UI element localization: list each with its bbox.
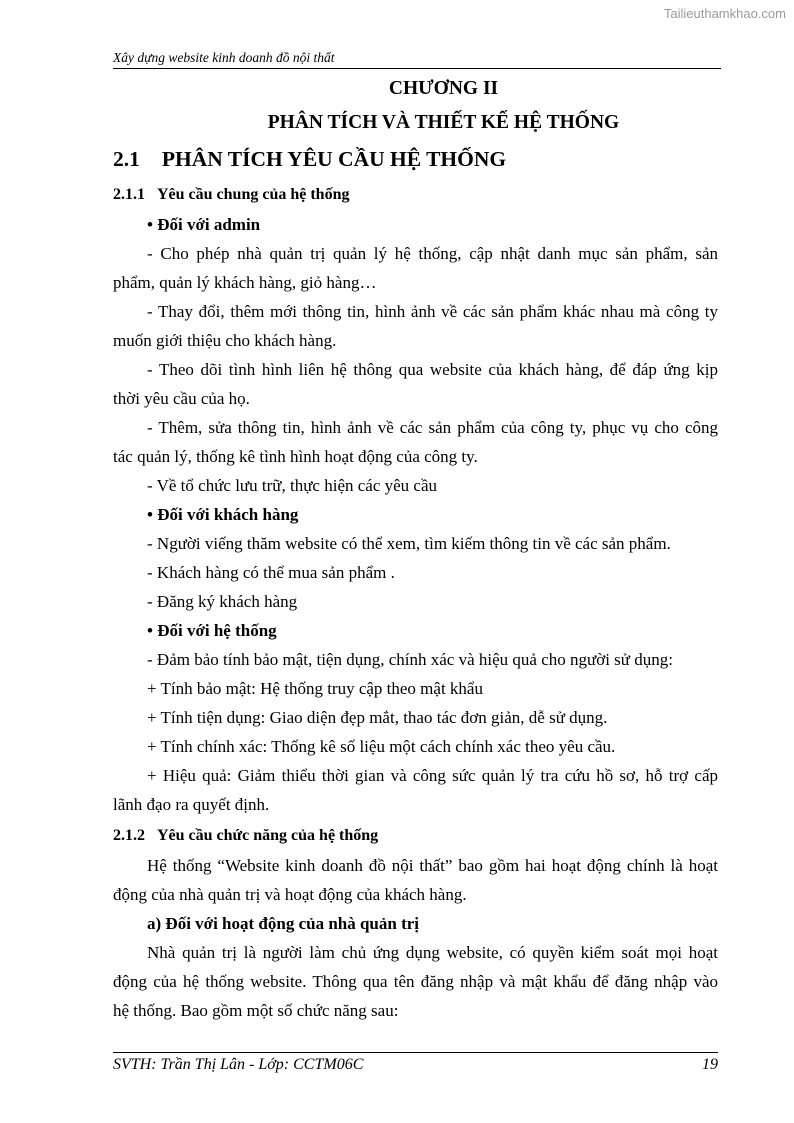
paragraph-line: - Thêm, sửa thông tin, hình ảnh về các sản phẩm của công ty, phục vụ cho công [147,418,718,437]
footer-author: SVTH: Trần Thị Lân - Lớp: CCTM06C [113,1056,364,1073]
paragraph-line: - Đảm bảo tính bảo mật, tiện dụng, chính xác và hiệu quả cho người sử dụng: [147,650,673,669]
paragraph-line: hệ thống. Bao gồm một số chức năng sau: [113,1001,399,1020]
paragraph-line: tác quản lý, thống kê tình hình hoạt động của công ty. [113,447,478,466]
paragraph-line: Nhà quản trị là người làm chủ ứng dụng website, có quyền kiểm soát mọi hoạt [147,943,718,962]
paragraph-line: Hệ thống “Website kinh doanh đồ nội thất” bao gồm hai hoạt động chính là hoạt [147,856,718,875]
paragraph-line: + Tính bảo mật: Hệ thống truy cập theo mật khẩu [147,679,483,698]
paragraph-line: - Đăng ký khách hàng [147,592,298,611]
paragraph-line: - Thay đổi, thêm mới thông tin, hình ảnh về các sản phẩm khác nhau mà công ty [147,302,718,321]
paragraph-line: thời yêu cầu của họ. [113,389,250,408]
subsection-heading-2 [113,825,718,847]
paragraph-line: muốn giới thiệu cho khách hàng. [113,331,337,350]
paragraph-line: - Theo dõi tình hình liên hệ thông qua website của khách hàng, để đáp ứng kịp [147,360,718,379]
section-heading [113,148,718,170]
page-footer [113,1052,718,1074]
paragraph-line: lãnh đạo ra quyết định. [113,795,270,814]
paragraph-line: - Người viếng thăm website có thể xem, tìm kiếm thông tin về các sản phẩm. [147,534,671,553]
subsection-title: Yêu cầu chung của hệ thống [157,186,350,203]
section-title: PHÂN TÍCH YÊU CẦU HỆ THỐNG [161,147,507,171]
subsection-title: Yêu cầu chức năng của hệ thống [157,827,379,844]
subsection-heading-1 [113,184,718,206]
page-number: 19 [702,1056,718,1073]
paragraph-line: động của hệ thống website. Thông qua tên đăng nhập và mật khẩu để đăng nhập vào [113,972,718,991]
bullet-heading-admin: • Đối với admin [147,215,261,234]
watermark: Tailieuthamkhao.com [663,6,786,21]
subsection-number: 2.1.1 [113,186,145,203]
paragraph-line: + Tính tiện dụng: Giao diện đẹp mắt, thao tác đơn giản, dễ sử dụng. [147,708,608,727]
bullet-heading-customer: • Đối với khách hàng [147,505,299,524]
paragraph-line: + Hiệu quả: Giảm thiểu thời gian và công sức quản lý tra cứu hồ sơ, hỗ trợ cấp [147,766,718,785]
subsection-number: 2.1.2 [113,827,145,844]
paragraph-line: + Tính chính xác: Thống kê số liệu một cách chính xác theo yêu cầu. [147,737,616,756]
chapter-number: CHƯƠNG II [388,78,499,99]
page-header: Xây dựng website kinh doanh đồ nội thất [113,50,721,69]
subheading-admin-activity: a) Đối với hoạt động của nhà quản trị [147,914,420,933]
chapter-title: PHÂN TÍCH VÀ THIẾT KẾ HỆ THỐNG [267,112,620,133]
paragraph-line: - Khách hàng có thể mua sản phẩm . [147,563,395,582]
paragraph-line: phẩm, quản lý khách hàng, giỏ hàng… [113,273,377,292]
bullet-heading-system: • Đối với hệ thống [147,621,277,640]
paragraph-line: - Cho phép nhà quản trị quản lý hệ thống, cập nhật danh mục sản phẩm, sản [147,244,718,263]
paragraph-line: - Về tổ chức lưu trữ, thực hiện các yêu cầu [147,476,438,495]
section-number: 2.1 [113,147,140,171]
paragraph-line: động của nhà quản trị và hoạt động của khách hàng. [113,885,467,904]
